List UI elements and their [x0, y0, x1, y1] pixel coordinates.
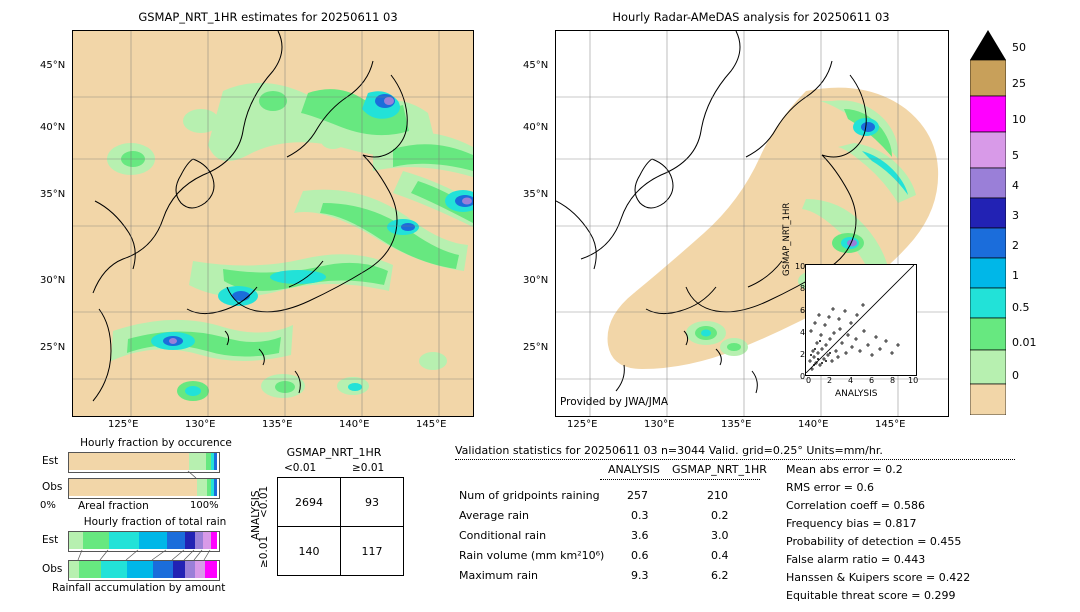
left-ytick-40N: 40°N — [40, 122, 66, 133]
occurrence-axis-max: 100% — [190, 500, 219, 511]
left-xtick-130E: 130°E — [185, 419, 216, 430]
total-rain-row-obs-label: Obs — [42, 563, 63, 575]
scatter-ytick-6: 6 — [800, 306, 806, 315]
total-rain-row-est-label: Est — [42, 534, 59, 546]
total-rain-caption: Rainfall accumulation by amount — [52, 582, 226, 594]
left-ytick-25N: 25°N — [40, 342, 66, 353]
validation-row-4-label: Maximum rain — [459, 569, 538, 582]
contingency-row-header-2: ≥0.01 — [258, 535, 270, 568]
scatter-ytick-10: 10 — [795, 262, 806, 271]
left-map-panel — [62, 10, 474, 24]
validation-row-4-analysis: 9.3 — [631, 569, 649, 582]
score-frequency-bias: Frequency bias = 0.817 — [786, 517, 917, 530]
score-probability-of-detection: Probability of detection = 0.455 — [786, 535, 962, 548]
validation-row-4-gsmap: 6.2 — [711, 569, 729, 582]
scatter-xtick-4: 4 — [848, 376, 854, 385]
scatter-ytick-8: 8 — [800, 284, 806, 293]
scatter-xtick-6: 6 — [869, 376, 875, 385]
left-ytick-45N: 45°N — [40, 60, 66, 71]
contingency-table[interactable] — [277, 477, 404, 576]
colorbar-label-05: 0.5 — [1012, 301, 1030, 314]
score-equitable-threat: Equitable threat score = 0.299 — [786, 589, 956, 602]
validation-divider — [455, 458, 1015, 460]
occurrence-row-obs-label: Obs — [42, 481, 63, 493]
validation-row-0-label: Num of gridpoints raining — [459, 489, 600, 502]
table-row — [278, 527, 404, 576]
scatter-xtick-0: 0 — [806, 376, 812, 385]
left-panel-title: GSMAP_NRT_1HR estimates for 20250611 03 — [138, 10, 398, 24]
right-xtick-125E: 125°E — [567, 419, 598, 430]
contingency-cell-11: 117 — [341, 527, 404, 576]
colorbar-label-5: 5 — [1012, 149, 1019, 162]
right-ytick-25N: 25°N — [523, 342, 549, 353]
scatter-xlabel: ANALYSIS — [835, 389, 878, 399]
colorbar-label-25: 25 — [1012, 77, 1026, 90]
score-hanssen-kuipers: Hanssen & Kuipers score = 0.422 — [786, 571, 971, 584]
validation-row-2-gsmap: 3.0 — [711, 529, 729, 542]
validation-row-1-analysis: 0.3 — [631, 509, 649, 522]
left-ytick-30N: 30°N — [40, 275, 66, 286]
validation-row-0-analysis: 257 — [627, 489, 648, 502]
scatter-ytick-4: 4 — [800, 328, 806, 337]
right-ytick-35N: 35°N — [523, 189, 549, 200]
score-correlation-coeff: Correlation coeff = 0.586 — [786, 499, 925, 512]
validation-col-gsmap: GSMAP_NRT_1HR — [672, 463, 767, 476]
scatter-xtick-2: 2 — [827, 376, 833, 385]
gsmap-estimate-map[interactable] — [72, 30, 474, 417]
colorbar-label-1: 1 — [1012, 269, 1019, 282]
left-ytick-35N: 35°N — [40, 189, 66, 200]
scatter-xtick-10: 10 — [908, 376, 919, 385]
scatter-ytick-2: 2 — [800, 350, 806, 359]
contingency-cell-01: 93 — [341, 478, 404, 527]
occurrence-connector — [68, 452, 218, 497]
colorbar-label-4: 4 — [1012, 179, 1019, 192]
validation-row-2-analysis: 3.6 — [631, 529, 649, 542]
colorbar-label-0: 0 — [1012, 369, 1019, 382]
colorbar-label-001: 0.01 — [1012, 336, 1037, 349]
right-panel-title: Hourly Radar-AMeDAS analysis for 20250611 03 — [612, 10, 890, 24]
left-xtick-145E: 145°E — [416, 419, 447, 430]
validation-row-3-label: Rain volume (mm km²10⁶) — [459, 549, 605, 562]
right-xtick-135E: 135°E — [721, 419, 752, 430]
right-ytick-45N: 45°N — [523, 60, 549, 71]
contingency-title: GSMAP_NRT_1HR — [286, 446, 382, 459]
right-xtick-140E: 140°E — [798, 419, 829, 430]
scatter-xtick-8: 8 — [890, 376, 896, 385]
occurrence-row-est-label: Est — [42, 455, 59, 467]
contingency-col-header-1: <0.01 — [284, 462, 317, 474]
validation-header: Validation statistics for 20250611 03 n=3044 Valid. grid=0.25° Units=mm/hr. — [455, 444, 883, 457]
score-rms-error: RMS error = 0.6 — [786, 481, 874, 494]
left-xtick-140E: 140°E — [339, 419, 370, 430]
colorbar-label-10: 10 — [1012, 113, 1026, 126]
validation-divider-2 — [600, 478, 760, 480]
contingency-row-header-1: <0.01 — [258, 485, 270, 518]
score-false-alarm-ratio: False alarm ratio = 0.443 — [786, 553, 926, 566]
right-map-panel — [545, 10, 957, 24]
occurrence-axis-min: 0% — [40, 500, 56, 511]
colorbar-label-50: 50 — [1012, 41, 1026, 54]
left-xtick-135E: 135°E — [262, 419, 293, 430]
scatter-ylabel — [782, 262, 792, 276]
validation-row-3-analysis: 0.6 — [631, 549, 649, 562]
left-xtick-125E: 125°E — [108, 419, 139, 430]
validation-row-3-gsmap: 0.4 — [711, 549, 729, 562]
colorbar-label-2: 2 — [1012, 239, 1019, 252]
score-mean-abs-error: Mean abs error = 0.2 — [786, 463, 903, 476]
total-rain-title: Hourly fraction of total rain — [83, 516, 227, 528]
colorbar[interactable] — [970, 30, 1006, 415]
table-row — [278, 478, 404, 527]
contingency-row-axis-label: ANALYSIS — [250, 490, 262, 540]
map-credit: Provided by JWA/JMA — [560, 396, 669, 408]
contingency-col-header-2: ≥0.01 — [352, 462, 385, 474]
right-ytick-40N: 40°N — [523, 122, 549, 133]
right-xtick-130E: 130°E — [644, 419, 675, 430]
validation-row-1-label: Average rain — [459, 509, 529, 522]
colorbar-label-3: 3 — [1012, 209, 1019, 222]
occurrence-axis-label: Areal fraction — [78, 500, 149, 512]
scatter-ytick-0: 0 — [800, 372, 806, 381]
validation-row-1-gsmap: 0.2 — [711, 509, 729, 522]
right-ytick-30N: 30°N — [523, 275, 549, 286]
right-xtick-145E: 145°E — [875, 419, 906, 430]
occurrence-title: Hourly fraction by occurence — [80, 437, 232, 449]
contingency-cell-10: 140 — [278, 527, 341, 576]
validation-row-0-gsmap: 210 — [707, 489, 728, 502]
contingency-cell-00: 2694 — [278, 478, 341, 527]
total-rain-connector — [68, 531, 220, 581]
validation-row-2-label: Conditional rain — [459, 529, 547, 542]
validation-col-analysis: ANALYSIS — [608, 463, 660, 476]
scatter-inset[interactable] — [805, 264, 917, 376]
